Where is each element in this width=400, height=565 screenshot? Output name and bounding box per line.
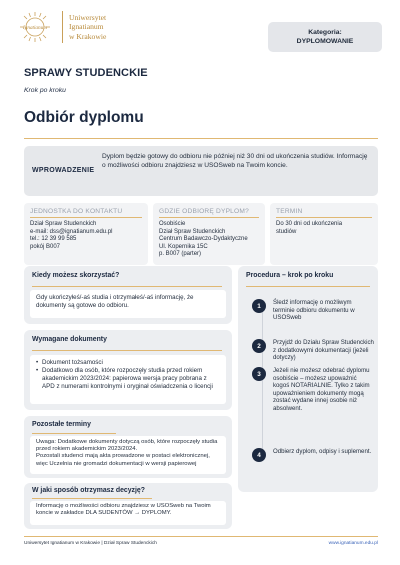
footer-organization: Uniwersytet Ignatianum w Krakowie | Dział Spraw Studenckich bbox=[24, 541, 157, 546]
footer-website-link[interactable]: www.ignatianum.edu.pl bbox=[328, 541, 378, 546]
deadline-card bbox=[270, 203, 378, 265]
step-number: 4 bbox=[252, 448, 266, 462]
procedure-step bbox=[252, 339, 374, 362]
procedure-step bbox=[252, 367, 374, 413]
required-docs-list bbox=[36, 359, 220, 391]
procedure-panel bbox=[238, 266, 378, 492]
when-divider bbox=[32, 286, 222, 287]
logo-divider bbox=[62, 11, 63, 43]
step-text: Śledź informację o możliwym terminie odbioru dokumentu w USOSweb bbox=[273, 299, 355, 322]
logo-mark-text: Ignatianum bbox=[23, 25, 47, 31]
logo-line-3: w Krakowie bbox=[69, 31, 107, 41]
deadline-text: Do 30 dni od ukończenia studiów bbox=[276, 221, 343, 235]
procedure-step bbox=[252, 299, 374, 322]
decision-divider bbox=[32, 498, 152, 499]
category-label: Kategoria: bbox=[308, 29, 342, 36]
logo-wordmark bbox=[69, 13, 106, 41]
contact-unit-text: Dział Spraw Studenckich e-mail: dss@ignatianum.edu.pl tel.: 12 39 99 585 pokój B007 bbox=[30, 221, 113, 250]
required-docs-panel bbox=[24, 330, 232, 410]
footer-divider bbox=[24, 536, 378, 537]
decision-text: Informację o możliwości odbioru znajdziesz w USOSweb na Twoim koncie w zakładce DLA SUDENTÓW → DYPLOMY. bbox=[30, 501, 226, 525]
category-badge bbox=[268, 22, 382, 52]
list-item: • Dodatkowo dla osób, które rozpoczęły studia przed rokiem akademickim 2023/2024: papierowa wersja pracy pobrana z APD z numerami kontrolnymi i oryginał oświadczenia o licencji bbox=[36, 367, 220, 391]
pickup-location-text: Osobiście Dział Spraw Studenckich Centrum Badawczo-Dydaktyczne Ul. Kopernika 15C p. B007 (parter) bbox=[159, 221, 248, 258]
logo-line-2: Ignatianum bbox=[69, 22, 104, 32]
contact-unit-card bbox=[24, 203, 148, 265]
other-terms-text: Uwaga: Dodatkowe dokumenty dotyczą osób, które rozpoczęły studia przed rokiem akademickim 2023/2024. Pozostali studenci mają akta prowadzone w postaci elektronicznej, więc Uczelnia nie gromadzi dokumentacji w wersji papierowej bbox=[30, 436, 226, 474]
other-terms-divider bbox=[32, 433, 116, 434]
required-docs-divider bbox=[32, 350, 222, 351]
pickup-location-card bbox=[153, 203, 265, 265]
decision-panel bbox=[24, 483, 232, 529]
procedure-divider bbox=[246, 286, 370, 287]
logo-line-1: Uniwersytet bbox=[69, 12, 107, 22]
list-item: • Dokument tożsamości bbox=[36, 359, 220, 367]
page-title: Odbiór dyplomu bbox=[24, 109, 144, 126]
required-docs-title: Wymagane dokumenty bbox=[32, 336, 107, 343]
step-text: Jeżeli nie możesz odebrać dyplomu osobiście – możesz upoważnić kogoś NOTARIALNIE. Tylko z takim upoważnieniem dokumenty mogą zostać wydane innej osobie niż absolwent. bbox=[273, 367, 370, 412]
other-terms-panel bbox=[24, 416, 232, 478]
deadline-header: TERMIN bbox=[276, 208, 372, 218]
step-number: 1 bbox=[252, 299, 266, 313]
step-number: 3 bbox=[252, 367, 266, 381]
required-docs-box bbox=[30, 355, 226, 404]
contact-unit-header: JEDNOSTKA DO KONTAKTU bbox=[30, 208, 142, 218]
title-divider bbox=[24, 138, 378, 139]
decision-title: W jaki sposób otrzymasz decyzję? bbox=[32, 487, 145, 494]
when-title: Kiedy możesz skorzystać? bbox=[32, 272, 120, 279]
sun-emblem-icon bbox=[12, 10, 58, 44]
pickup-location-header: GDZIE ODBIORĘ DYPLOM? bbox=[159, 208, 259, 218]
procedure-title: Procedura – krok po kroku bbox=[246, 272, 334, 279]
university-logo bbox=[12, 10, 106, 44]
section-title: SPRAWY STUDENCKIE bbox=[24, 67, 148, 79]
procedure-step bbox=[252, 448, 374, 462]
other-terms-title: Pozostałe terminy bbox=[32, 421, 91, 428]
intro-text: Dyplom będzie gotowy do odbioru nie później niż 30 dni od ukończenia studiów. Informację o możliwości odbioru znajdziesz w USOSweb na Twoim koncie. bbox=[102, 153, 368, 169]
when-text: Gdy ukończyłeś/-aś studia i otrzymałeś/-aś informację, że dokumenty są gotowe do odbioru. bbox=[30, 290, 226, 318]
step-number: 2 bbox=[252, 339, 266, 353]
when-panel bbox=[24, 266, 232, 324]
intro-box bbox=[24, 146, 378, 196]
intro-label: WPROWADZENIE bbox=[32, 167, 95, 174]
step-text: Przyjdź do Działu Spraw Studenckich z dodatkowymi dokumentacji (jeżeli dotyczy) bbox=[273, 339, 374, 362]
category-value: DYPLOMOWANIE bbox=[296, 37, 354, 45]
section-subtitle: Krok po kroku bbox=[24, 87, 66, 94]
step-text: Odbierz dyplom, odpisy i suplement. bbox=[273, 448, 372, 455]
